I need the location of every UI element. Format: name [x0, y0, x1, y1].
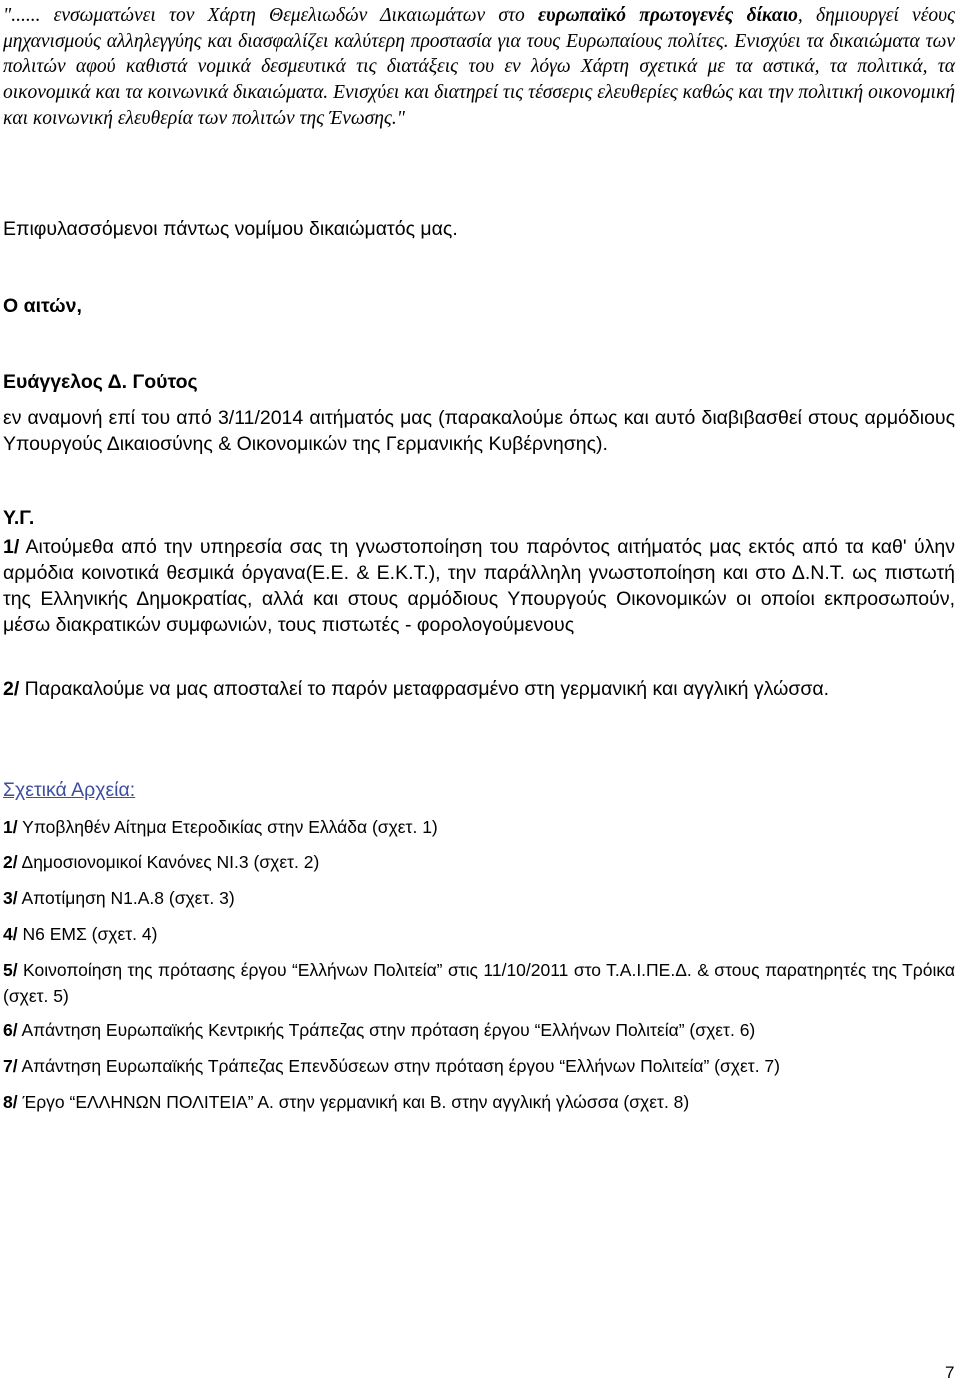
- attachment-number: 7/: [3, 1056, 18, 1076]
- attachment-number: 6/: [3, 1020, 18, 1040]
- attachment-number: 3/: [3, 888, 18, 908]
- ps-label: Υ.Γ.: [3, 507, 35, 529]
- attachment-text: Απάντηση Ευρωπαϊκής Κεντρικής Τράπεζας στην πρόταση έργου “Ελλήνων Πολιτεία” (σχετ. 6): [17, 1020, 756, 1040]
- attachment-text: Απάντηση Ευρωπαϊκής Τράπεζας Επενδύσεων στην πρόταση έργου “Ελλήνων Πολιτεία” (σχετ. 7): [17, 1056, 780, 1076]
- attachment-item: [3, 885, 955, 911]
- attachment-item: [3, 921, 955, 947]
- ps-item-text: Αιτούμεθα από την υπηρεσία σας τη γνωστοποίηση του παρόντος αιτήματός μας εκτός από τα καθ' ύλην αρμόδια κοινοτικά θεσμικά όργανα(Ε.Ε. & Ε.Κ.Τ.), την παράλληλη γνωστοποίηση και στο Δ.Ν.Τ. ως πιστωτή της Ελληνικής Δημοκρατίας, αλλά και στους αρμόδιους Υπουργούς Οικονομικών οι οποίοι εκπροσωπούν, μέσω διακρατικών συμφωνιών, τους πιστωτές - φορολογούμενους: [3, 536, 955, 636]
- attachment-item: [3, 957, 955, 1009]
- attachment-item: [3, 1017, 955, 1043]
- page-number: 7: [945, 1363, 955, 1382]
- attachment-item: [3, 1053, 955, 1079]
- quoted-paragraph: [3, 3, 955, 132]
- attachment-text: Αποτίμηση Ν1.Α.8 (σχετ. 3): [17, 888, 235, 908]
- signature-name: Ευάγγελος Δ. Γούτος: [3, 371, 198, 393]
- quote-remaining-text: , δημιουργεί νέους μηχανισμούς αλληλεγγύης και διασφαλίζει καλύτερη προστασία για τους Ευρωπαίους πολίτες. Ενισχύει τα δικαιώματα των πολιτών αφού καθιστά νομικά δεσμευτικά τις διατάξεις του εν λόγω Χάρτη σχετικά με τα αστικά, τα πολιτικά, τα οικονομικά και τα κοινωνικά δικαιώματα. Ενισχύει και διατηρεί τις τέσσερις ελευθερίες καθώς και την πολιτική οικονομική και κοινωνική ελευθερία των πολιτών της Ένωσης.": [3, 5, 955, 129]
- pending-request-note: εν αναμονή επί του από 3/11/2014 αιτήματός μας (παρακαλούμε όπως και αυτό διαβιβασθεί στους αρμόδιους Υπουργούς Δικαιοσύνης & Οικονομικών της Γερμανικής Κυβέρνησης).: [3, 407, 955, 455]
- ps-item-number: 2/: [3, 678, 20, 700]
- attachment-text: Ν6 ΕΜΣ (σχετ. 4): [17, 924, 158, 944]
- attachments-heading: Σχετικά Αρχεία:: [3, 779, 136, 801]
- attachment-item: [3, 849, 955, 875]
- attachment-number: 4/: [3, 924, 18, 944]
- quote-emphasis: ευρωπαϊκό πρωτογενές δίκαιο: [538, 5, 798, 26]
- attachment-item: [3, 814, 955, 840]
- signature-label: Ο αιτών,: [3, 295, 82, 317]
- ps-item: [3, 534, 955, 638]
- attachment-number: 5/: [3, 960, 18, 980]
- attachment-text: Έργο “ΕΛΛΗΝΩΝ ΠΟΛΙΤΕΙΑ” Α. στην γερμανική και Β. στην αγγλική γλώσσα (σχετ. 8): [17, 1092, 690, 1112]
- reservation-line: Επιφυλασσόμενοι πάντως νομίμου δικαιώματός μας.: [3, 218, 458, 240]
- ps-item-number: 1/: [3, 536, 20, 558]
- ps-item: [3, 676, 955, 702]
- attachment-text: Κοινοποίηση της πρότασης έργου “Ελλήνων Πολιτεία” στις 11/10/2011 στο Τ.Α.Ι.ΠΕ.Δ. & στους παρατηρητές της Τρόικα (σχετ. 5): [3, 960, 955, 1006]
- quote-opening-text: "...... ενσωματώνει τον Χάρτη Θεμελιωδών Δικαιωμάτων στο: [3, 5, 539, 26]
- ps-item-text: Παρακαλούμε να μας αποσταλεί το παρόν μεταφρασμένο στη γερμανική και αγγλική γλώσσα.: [19, 678, 830, 700]
- attachment-text: Υποβληθέν Αίτημα Ετεροδικίας στην Ελλάδα (σχετ. 1): [17, 817, 438, 837]
- attachment-number: 2/: [3, 852, 18, 872]
- attachment-item: [3, 1089, 955, 1115]
- attachment-text: Δημοσιονομικοί Κανόνες ΝΙ.3 (σχετ. 2): [17, 852, 320, 872]
- attachment-number: 1/: [3, 817, 18, 837]
- attachment-number: 8/: [3, 1092, 18, 1112]
